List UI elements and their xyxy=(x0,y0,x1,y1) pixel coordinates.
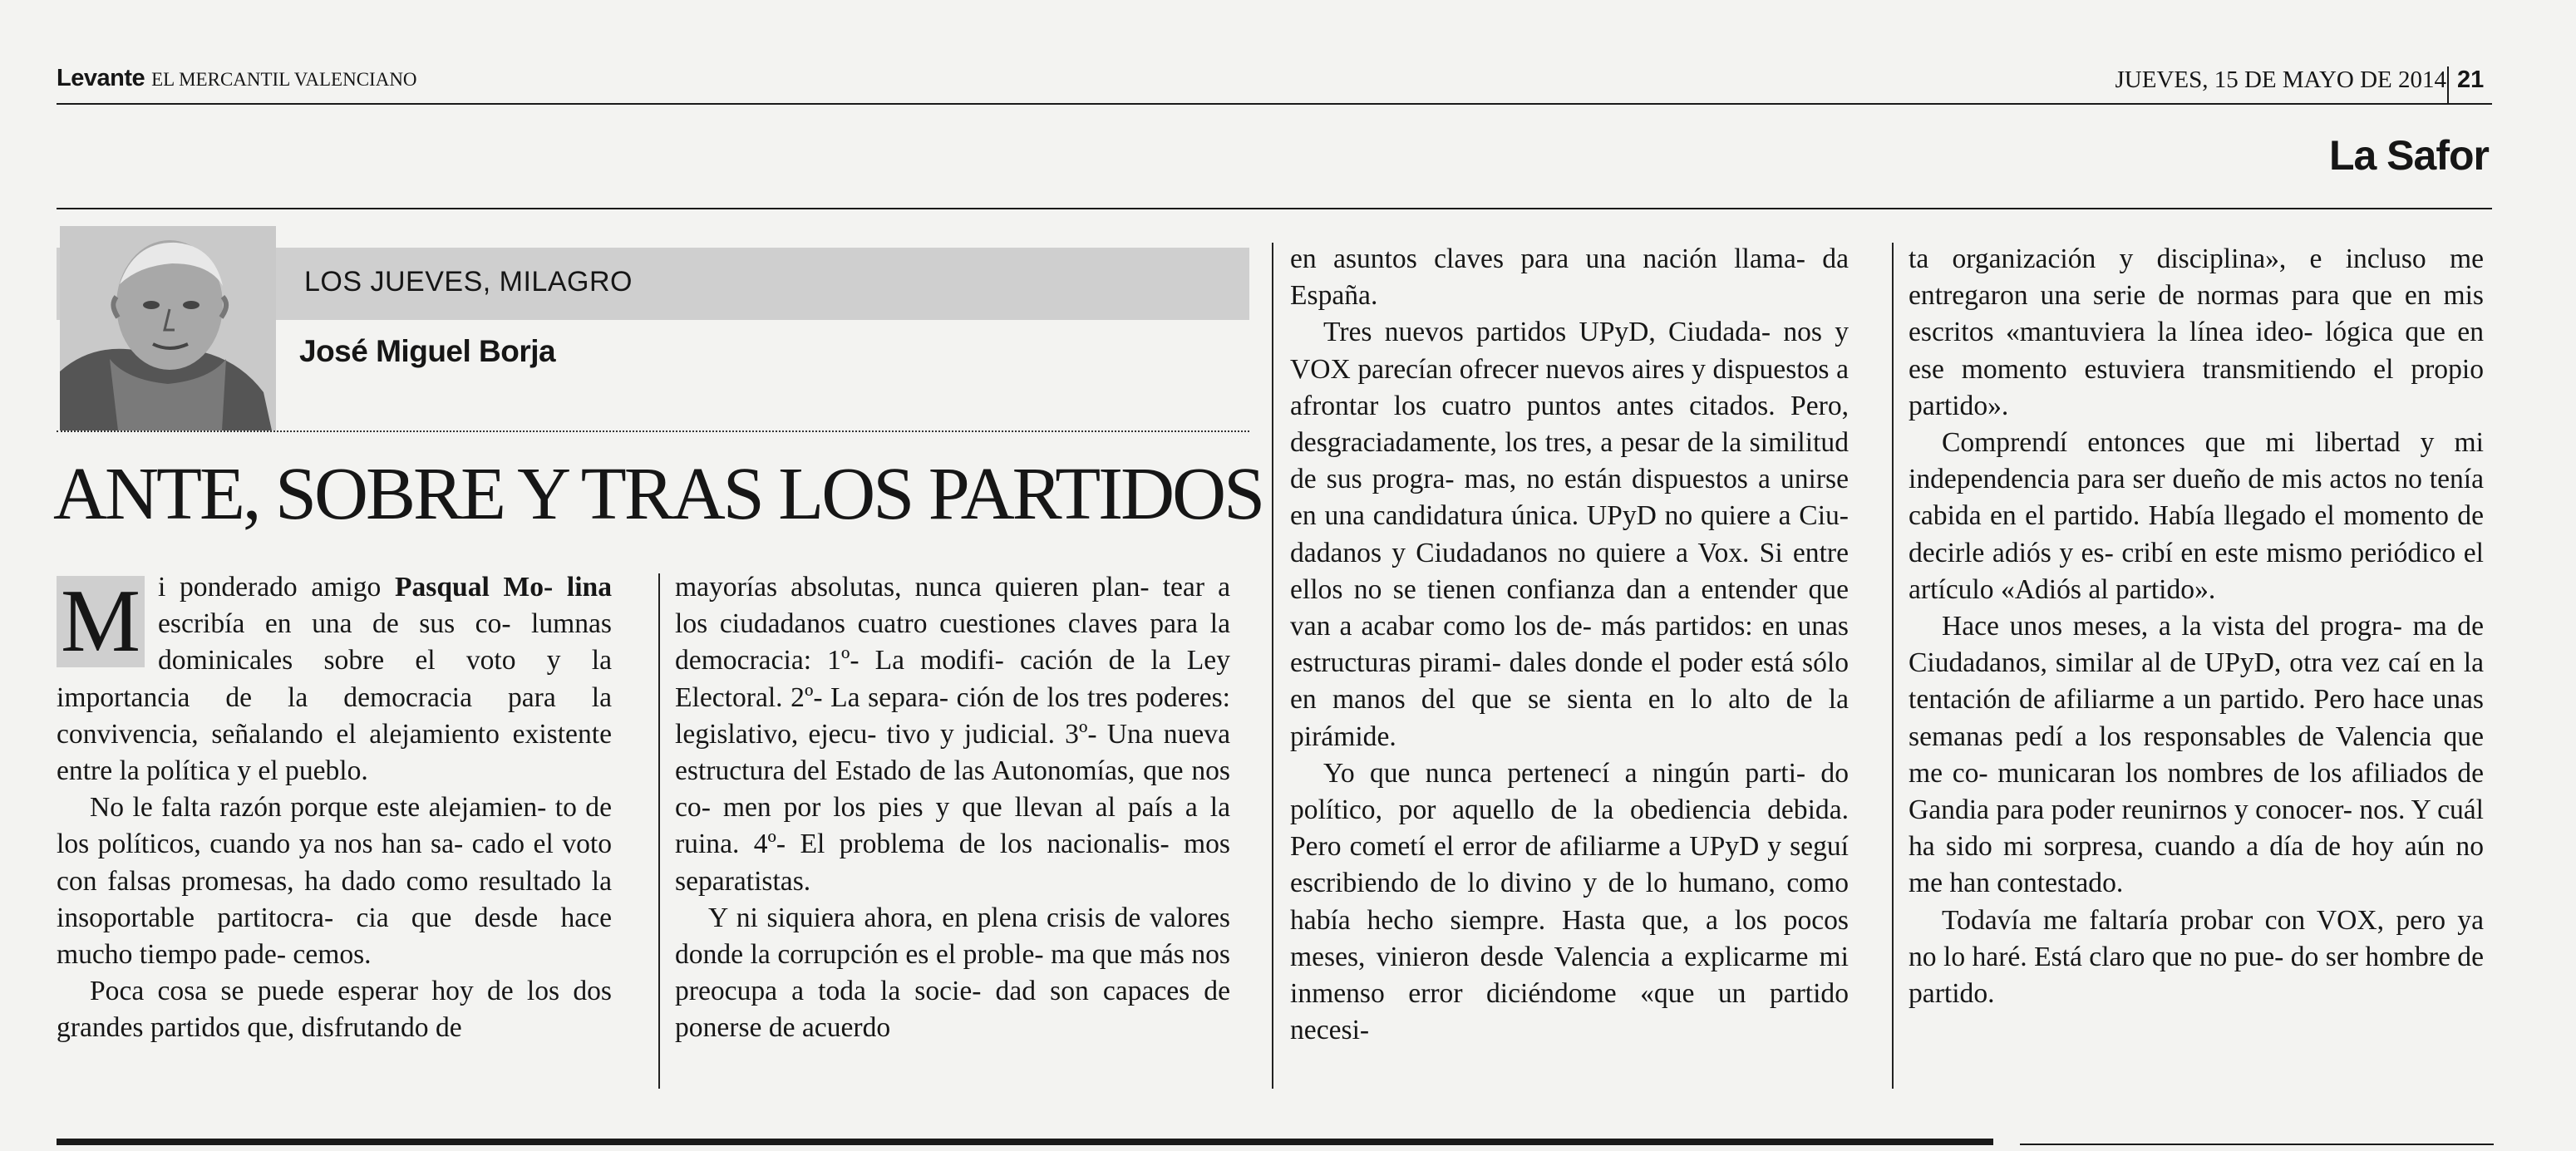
masthead xyxy=(57,65,417,92)
column-separator xyxy=(658,573,660,1089)
person-name: Pasqual Mo- xyxy=(395,572,554,603)
article-column-3 xyxy=(1290,241,1849,1049)
author-name: José Miguel Borja xyxy=(299,334,556,368)
byline-divider xyxy=(57,430,1249,432)
paragraph: Todavía me faltaría probar con VOX, pero ya no lo haré. Está claro que no pue- do ser hombre de partido. xyxy=(1909,904,2484,1010)
section-rule xyxy=(57,208,2492,209)
article-column-4 xyxy=(1909,241,2484,1012)
article-column-2 xyxy=(675,569,1230,1047)
person-name-continued: lina xyxy=(566,572,612,603)
top-rule xyxy=(57,103,2492,105)
author-photo xyxy=(60,226,276,430)
column-name: LOS JUEVES, MILAGRO xyxy=(304,266,633,298)
paragraph: Tres nuevos partidos UPyD, Ciudada- nos y VOX parecían ofrecer nuevos aires y dispuestos a afrontar los cuatro puntos antes citados. Pero, desgraciadamente, los tres, a pesar de la similitud de sus progra- mas, no están dispuestos a unirse en una candidatura única. UPyD no quiere a Ciu- dadanos y Ciudadanos no quiere a Vox. Si entre ellos no se tienen confianza dan a entender que van a acabar como los de- más partidos: en unas estructuras pirami- dales donde el poder está sólo en manos del que se sienta en lo alto de la pirámide. xyxy=(1290,317,1849,752)
paragraph: ta organización y disciplina», e incluso me entregaron una serie de normas para que en mis escritos «mantuviera la línea ideo- lógica que en ese momento estuviera transmitiendo el propio partido». xyxy=(1909,243,2484,421)
paragraph: Hace unos meses, a la vista del progra- ma de Ciudadanos, similar al de UPyD, otra vez caí en la tentación de afiliarme a un partido. Pero hace unas semanas pedí a los responsables de Valencia que me co- municaran los nombres de los afiliados de Gandia para poder reunirnos y conocer- nos. Y cuál ha sido mi sorpresa, cuando a día de hoy aún no me han contestado. xyxy=(1909,611,2484,899)
paragraph: Poca cosa se puede esperar hoy de los dos grandes partidos que, disfrutando de xyxy=(57,976,612,1044)
bottom-rule-right xyxy=(2020,1144,2494,1145)
newspaper-subtitle: EL MERCANTIL VALENCIANO xyxy=(151,69,417,90)
paragraph: mayorías absolutas, nunca quieren plan- tear a los ciudadanos cuatro cuestiones claves para la democracia: 1º- La modifi- cación de la Ley Electoral. 2º- La separa- ción de los tres poderes: legislativo, ejecu- tivo y judicial. 3º- Una nueva estructura del Estado de las Autonomías, que nos co- men por los pies y que llevan al país a la ruina. 4º- El problema de los nacionalis- mos separatistas. xyxy=(675,572,1230,897)
dateline xyxy=(2115,66,2494,94)
paragraph: No le falta razón porque este alejamien- to de los políticos, cuando ya nos han sa- cado el voto con falsas promesas, ha dado como resultado la insoportable partitocra- cia que desde hace mucho tiempo pade- cemos. xyxy=(57,792,612,971)
article-column-1 xyxy=(57,569,612,1047)
column-separator xyxy=(1892,243,1894,1089)
paragraph: M i ponderado amigo Pasqual Mo- lina escribía en una de sus co- lumnas dominicales sobre el voto y la importancia de la democracia para la convivencia, señalando el alejamiento existente entre la política y el pueblo. xyxy=(57,572,612,787)
bottom-rule xyxy=(57,1139,1993,1145)
paragraph: Y ni siquiera ahora, en plena crisis de valores donde la corrupción es el proble- ma que más nos preocupa a toda la socie- dad son capaces de ponerse de acuerdo xyxy=(675,902,1230,1044)
paragraph: Yo que nunca pertenecí a ningún parti- do político, por aquello de la obediencia debida. Pero cometí el error de afiliarme a UPyD y seguí escribiendo de lo divino y de lo humano, como había hecho siempre. Hasta que, a los pocos meses, vinieron desde Valencia a explicarme mi inmenso error diciéndome «que un partido necesi- xyxy=(1290,757,1849,1046)
article-headline: ANTE, SOBRE Y TRAS LOS PARTIDOS xyxy=(53,453,1263,535)
paragraph: en asuntos claves para una nación llama- da España. xyxy=(1290,243,1849,312)
drop-cap: M xyxy=(57,576,145,667)
newspaper-brand: Levante xyxy=(57,65,145,91)
section-title: La Safor xyxy=(2328,132,2489,179)
issue-date: JUEVES, 15 DE MAYO DE 2014 xyxy=(2115,66,2446,93)
paragraph: Comprendí entonces que mi libertad y mi independencia para ser dueño de mis actos no tenía cabida en el partido. Había llegado el momento de decirle adiós y es- cribí en este mismo periódico el artículo «Adiós al partido». xyxy=(1909,427,2484,605)
column-separator xyxy=(1272,243,1273,1089)
page-number-separator xyxy=(2447,66,2449,103)
page-number: 21 xyxy=(2457,66,2485,93)
